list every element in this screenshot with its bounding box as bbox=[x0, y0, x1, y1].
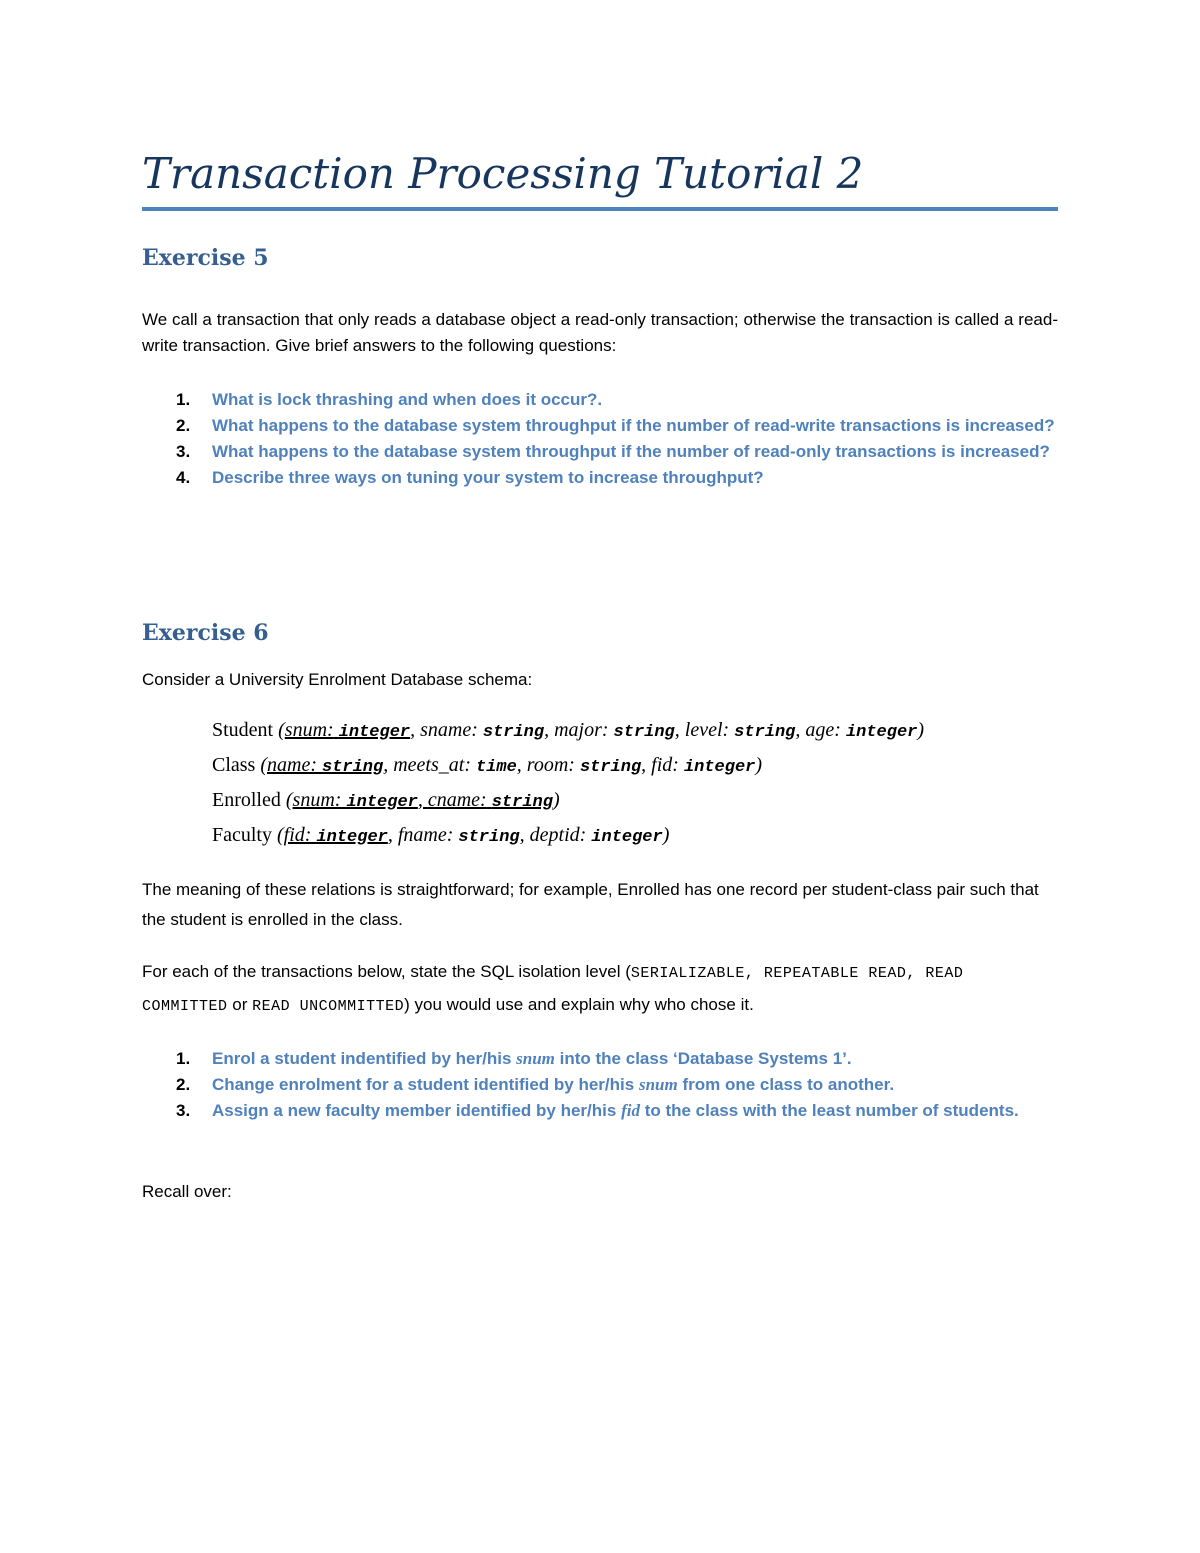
schema-faculty: Faculty (fid: integer, fname: string, deptid: integer) bbox=[212, 824, 670, 847]
relations-meaning: The meaning of these relations is straightforward; for example, Enrolled has one record per student-class pair such that the student is enrolled in the class. bbox=[142, 880, 1039, 929]
attribute-type: integer bbox=[338, 723, 411, 742]
schema-class: Class (name: string, meets_at: time, room: string, fid: integer) bbox=[212, 754, 763, 777]
attribute-name: meets_at: bbox=[393, 754, 471, 776]
question-number: 3. bbox=[176, 442, 191, 461]
attribute-name: level: bbox=[684, 719, 730, 741]
attribute-name: deptid: bbox=[529, 824, 587, 846]
attribute-name: fname: bbox=[397, 824, 454, 846]
attribute-name: age: bbox=[805, 719, 841, 741]
exercise-6-tasks bbox=[142, 1046, 1058, 1124]
exercise-5-heading: Exercise 5 bbox=[142, 245, 269, 271]
task-number: 2. bbox=[176, 1075, 191, 1094]
schema-block bbox=[212, 714, 1072, 854]
task-text: Assign a new faculty member identified by her/his bbox=[212, 1101, 617, 1120]
attribute-name: sname: bbox=[420, 719, 478, 741]
task-text: from one class to another. bbox=[682, 1075, 895, 1094]
question-number: 2. bbox=[176, 416, 191, 435]
question-number: 1. bbox=[176, 390, 191, 409]
attribute-type: integer bbox=[591, 828, 663, 847]
exercise-6-heading: Exercise 6 bbox=[142, 620, 269, 646]
attribute-type: integer bbox=[845, 723, 918, 742]
attribute-type: integer bbox=[346, 793, 418, 812]
isolation-level-last: READ UNCOMMITTED bbox=[252, 998, 405, 1015]
schema-student: Student (snum: integer, sname: string, major: string, level: string, age: integer) bbox=[212, 719, 925, 742]
task-emphasis: fid bbox=[621, 1101, 640, 1120]
attribute-type: string bbox=[322, 758, 384, 777]
attribute-name: fid: bbox=[283, 824, 312, 846]
attribute-type: string bbox=[482, 723, 545, 742]
title-underline bbox=[142, 207, 1058, 211]
question-item bbox=[142, 387, 1058, 413]
isolation-text-after: ) you would use and explain why who chose it. bbox=[404, 995, 754, 1014]
exercise-5-questions bbox=[142, 387, 1058, 491]
task-text: into the class ‘Database Systems 1’. bbox=[559, 1049, 852, 1068]
attribute-name: snum: bbox=[292, 789, 342, 811]
attribute-name: fid: bbox=[651, 754, 679, 776]
isolation-or: or bbox=[232, 995, 248, 1014]
recall-note: Recall over: bbox=[142, 1182, 232, 1201]
task-item bbox=[142, 1098, 1058, 1124]
relation-name: Faculty bbox=[212, 824, 272, 846]
attribute-type: string bbox=[491, 793, 553, 812]
exercise-5-intro: We call a transaction that only reads a database object a read-only transaction; otherwise the transaction is called a read-write transaction. Give brief answers to the following questions: bbox=[142, 310, 1058, 355]
question-text: What happens to the database system throughput if the number of read-only transactions is increased? bbox=[212, 442, 1050, 461]
attribute-type: string bbox=[734, 723, 796, 742]
question-item bbox=[142, 413, 1058, 439]
relation-name: Class bbox=[212, 754, 256, 776]
question-item bbox=[142, 465, 1058, 491]
relation-name: Enrolled bbox=[212, 789, 281, 811]
isolation-text-before: For each of the transactions below, state the SQL isolation level ( bbox=[142, 962, 631, 981]
attribute-type: string bbox=[613, 723, 675, 742]
task-number: 1. bbox=[176, 1049, 191, 1068]
task-item bbox=[142, 1046, 1058, 1072]
question-text: Describe three ways on tuning your system to increase throughput? bbox=[212, 468, 764, 487]
attribute-name: major: bbox=[554, 719, 609, 741]
attribute-name: snum: bbox=[284, 719, 334, 741]
page-title: Transaction Processing Tutorial 2 bbox=[142, 149, 864, 198]
attribute-name: name: bbox=[267, 754, 317, 776]
task-text: Enrol a student indentified by her/his bbox=[212, 1049, 512, 1068]
question-number: 4. bbox=[176, 468, 191, 487]
attribute-type: string bbox=[579, 758, 642, 777]
attribute-name: room: bbox=[526, 754, 575, 776]
isolation-levels: SERIALIZABLE, REPEATABLE READ, READ COMMITTED bbox=[142, 965, 964, 1015]
relation-name: Student bbox=[212, 719, 274, 741]
task-item bbox=[142, 1072, 1058, 1098]
task-number: 3. bbox=[176, 1101, 191, 1120]
isolation-instructions bbox=[142, 956, 1058, 1022]
question-item bbox=[142, 439, 1058, 465]
attribute-type: integer bbox=[316, 828, 388, 847]
schema-enrolled: Enrolled (snum: integer, cname: string) bbox=[212, 789, 560, 812]
exercise-6-intro: Consider a University Enrolment Database schema: bbox=[142, 670, 533, 689]
attribute-type: string bbox=[458, 828, 520, 847]
question-text: What is lock thrashing and when does it occur?. bbox=[212, 390, 603, 409]
attribute-type: integer bbox=[683, 758, 756, 777]
attribute-name: cname: bbox=[427, 789, 487, 811]
task-emphasis: snum bbox=[516, 1049, 555, 1068]
task-text: Change enrolment for a student identified by her/his bbox=[212, 1075, 635, 1094]
question-text: What happens to the database system throughput if the number of read-write transactions is increased? bbox=[212, 416, 1055, 435]
task-text: to the class with the least number of students. bbox=[644, 1101, 1019, 1120]
attribute-type: time bbox=[475, 758, 517, 777]
task-emphasis: snum bbox=[638, 1075, 678, 1094]
